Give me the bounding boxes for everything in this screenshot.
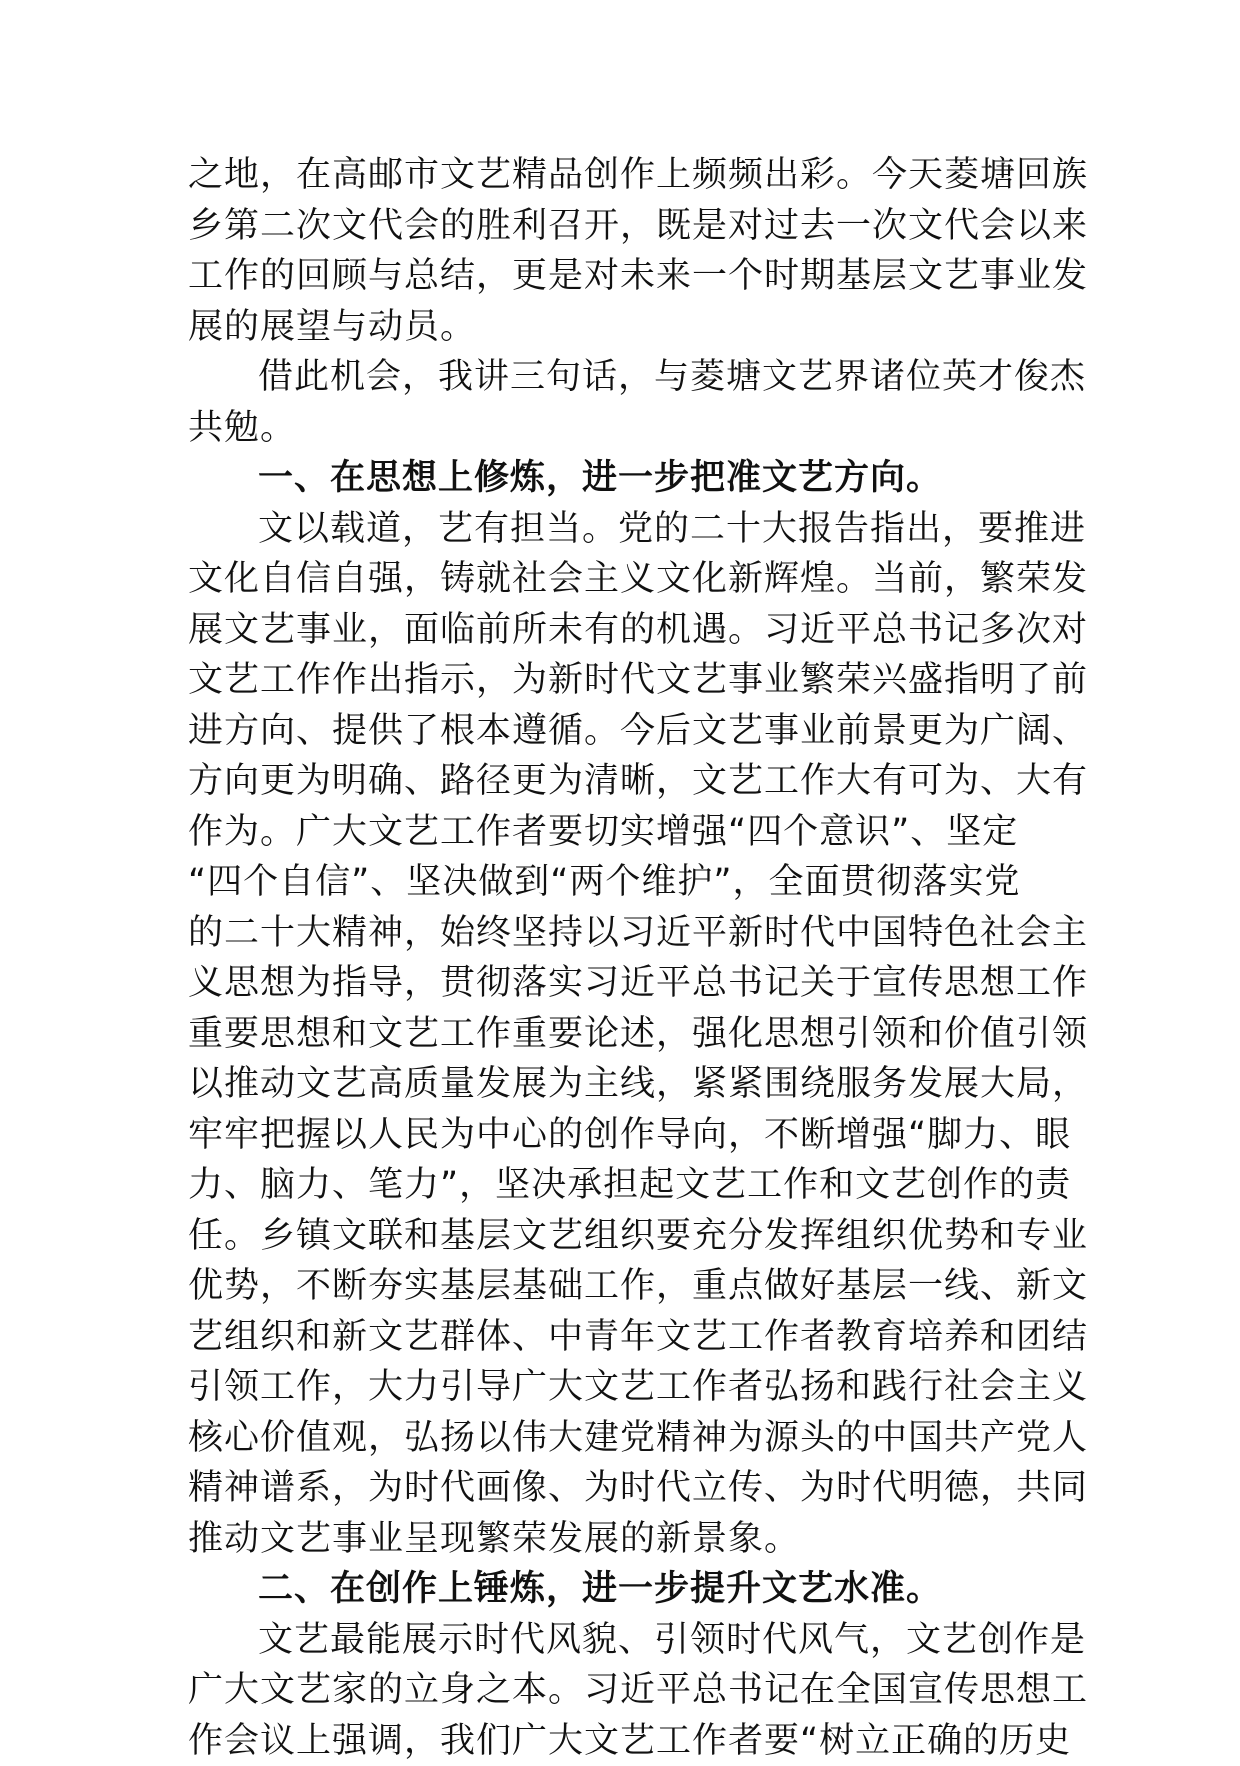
text-line: 文艺工作作出指示，为新时代文艺事业繁荣兴盛指明了前: [188, 655, 1058, 706]
text-line: 义思想为指导，贯彻落实习近平总书记关于宣传思想工作: [188, 958, 1058, 1009]
text-line: 展的展望与动员。: [188, 302, 1058, 353]
text-line: 文化自信自强，铸就社会主义文化新辉煌。当前，繁荣发: [188, 554, 1058, 605]
body-text: [188, 150, 1058, 1766]
text-line: 力、脑力、笔力”，坚决承担起文艺工作和文艺创作的责: [188, 1160, 1058, 1211]
text-line: 进方向、提供了根本遵循。今后文艺事业前景更为广阔、: [188, 706, 1058, 757]
text-line: 任。乡镇文联和基层文艺组织要充分发挥组织优势和专业: [188, 1211, 1058, 1262]
text-line: 精神谱系，为时代画像、为时代立传、为时代明德，共同: [188, 1463, 1058, 1514]
text-line: 牢牢把握以人民为中心的创作导向，不断增强“脚力、眼: [188, 1110, 1058, 1161]
text-line: “四个自信”、坚决做到“两个维护”，全面贯彻落实党: [188, 857, 1058, 908]
text-line: 推动文艺事业呈现繁荣发展的新景象。: [188, 1514, 1058, 1565]
text-line: 之地，在高邮市文艺精品创作上频频出彩。今天菱塘回族: [188, 150, 1058, 201]
text-line: 借此机会，我讲三句话，与菱塘文艺界诸位英才俊杰: [188, 352, 1058, 403]
text-line: 作为。广大文艺工作者要切实增强“四个意识”、坚定: [188, 807, 1058, 858]
section-heading: 二、在创作上锤炼，进一步提升文艺水准。: [188, 1564, 1058, 1615]
text-line: 以推动文艺高质量发展为主线，紧紧围绕服务发展大局，: [188, 1059, 1058, 1110]
text-line: 乡第二次文代会的胜利召开，既是对过去一次文代会以来: [188, 201, 1058, 252]
text-line: 文艺最能展示时代风貌、引领时代风气，文艺创作是: [188, 1615, 1058, 1666]
text-line: 共勉。: [188, 403, 1058, 454]
text-line: 作会议上强调，我们广大文艺工作者要“树立正确的历史: [188, 1716, 1058, 1766]
section-heading: 一、在思想上修炼，进一步把准文艺方向。: [188, 453, 1058, 504]
text-line: 优势，不断夯实基层基础工作，重点做好基层一线、新文: [188, 1261, 1058, 1312]
text-line: 文以载道，艺有担当。党的二十大报告指出，要推进: [188, 504, 1058, 555]
text-line: 的二十大精神，始终坚持以习近平新时代中国特色社会主: [188, 908, 1058, 959]
text-line: 广大文艺家的立身之本。习近平总书记在全国宣传思想工: [188, 1665, 1058, 1716]
text-line: 工作的回顾与总结，更是对未来一个时期基层文艺事业发: [188, 251, 1058, 302]
text-line: 引领工作，大力引导广大文艺工作者弘扬和践行社会主义: [188, 1362, 1058, 1413]
text-line: 展文艺事业，面临前所未有的机遇。习近平总书记多次对: [188, 605, 1058, 656]
text-line: 核心价值观，弘扬以伟大建党精神为源头的中国共产党人: [188, 1413, 1058, 1464]
text-line: 艺组织和新文艺群体、中青年文艺工作者教育培养和团结: [188, 1312, 1058, 1363]
text-line: 重要思想和文艺工作重要论述，强化思想引领和价值引领: [188, 1009, 1058, 1060]
text-line: 方向更为明确、路径更为清晰，文艺工作大有可为、大有: [188, 756, 1058, 807]
